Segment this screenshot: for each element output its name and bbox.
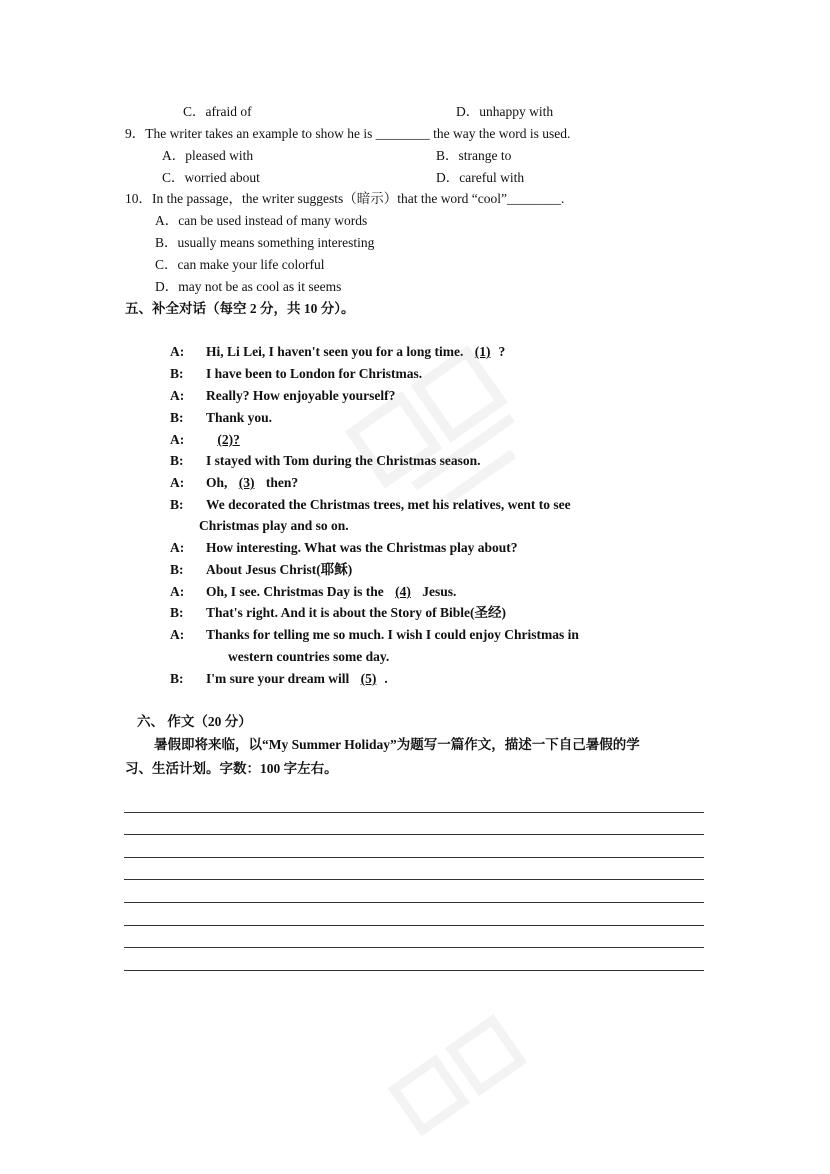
writing-line (124, 858, 704, 881)
q9-option-b: B．strange to (436, 148, 512, 163)
dialog-line (170, 452, 481, 470)
dialog-text: western countries some day. (228, 649, 390, 664)
speaker-label: A: (170, 432, 185, 447)
speaker-label: B: (170, 453, 184, 468)
dialog-line (170, 561, 352, 579)
speaker-label: A: (170, 344, 185, 359)
dialog-line (170, 539, 518, 557)
speaker-label: A: (170, 627, 185, 642)
q9-option-c: C．worried about (162, 170, 260, 185)
dialog-text: That's right. And it is about the Story of Bible(圣经) (206, 605, 507, 620)
dialog-text: We decorated the Christmas trees, met his relatives, went to see (206, 497, 571, 512)
speaker-label: B: (170, 366, 184, 381)
dialog-line (170, 626, 579, 644)
q10-option-d: D．may not be as cool as it seems (155, 279, 342, 294)
speaker-label: A: (170, 388, 185, 403)
speaker-label: A: (170, 540, 185, 555)
writing-line (124, 903, 704, 926)
answer-blank[interactable]: (4) (395, 584, 411, 599)
dialog-text: Thank you. (206, 410, 273, 425)
dialog-text: Hi, Li Lei, I haven't seen you for a long time. (206, 344, 464, 359)
dialog-line (170, 583, 456, 601)
dialog-line (170, 431, 248, 449)
q9-option-a: A．pleased with (162, 148, 254, 163)
q10-stem: 10．In the passage，the writer suggests（暗示）that the word “cool”________. (125, 191, 565, 206)
answer-blank[interactable]: (2)? (217, 432, 240, 447)
dialog-line (170, 409, 272, 427)
dialog-line (199, 517, 349, 535)
q10-option-a: A．can be used instead of many words (155, 213, 368, 228)
essay-prompt-line2: 习、生活计划。字数：100 字左右。 (125, 761, 338, 776)
writing-line (124, 948, 704, 971)
q10-option-b: B．usually means something interesting (155, 235, 375, 250)
essay-prompt-line1: 暑假即将来临，以“My Summer Holiday”为题写一篇作文，描述一下自己暑假的学 (154, 737, 640, 752)
speaker-label: B: (170, 671, 184, 686)
writing-line (124, 880, 704, 903)
speaker-label: B: (170, 410, 184, 425)
dialog-text: Thanks for telling me so much. I wish I could enjoy Christmas in (206, 627, 579, 642)
q10-option-c: C．can make your life colorful (155, 257, 325, 272)
q9-stem: 9．The writer takes an example to show he is ________ the way the word is used. (125, 126, 571, 141)
q8-option-d: D．unhappy with (456, 104, 554, 119)
dialog-line (170, 365, 422, 383)
dialog-text: I stayed with Tom during the Christmas season. (206, 453, 481, 468)
dialog-line (170, 670, 388, 688)
answer-blank[interactable]: (5) (360, 671, 377, 686)
section5-heading: 五、补全对话（每空 2 分，共 10 分）。 (125, 301, 355, 316)
dialog-text: Oh, (206, 475, 228, 490)
speaker-label: A: (170, 475, 185, 490)
watermark-logo-icon (330, 300, 590, 560)
dialog-line (170, 496, 571, 514)
dialog-text: ? (498, 344, 506, 359)
dialog-line (170, 387, 395, 405)
dialog-text: Really? How enjoyable yourself? (206, 388, 396, 403)
watermark-logo-icon (380, 1010, 580, 1170)
writing-line (124, 926, 704, 949)
dialog-text: Oh, I see. Christmas Day is the (206, 584, 384, 599)
section6-heading: 六、 作文（20 分） (137, 714, 252, 729)
dialog-text: About Jesus Christ(耶稣) (206, 562, 353, 577)
dialog-text: I have been to London for Christmas. (206, 366, 423, 381)
dialog-text: I'm sure your dream will (206, 671, 350, 686)
writing-line (124, 835, 704, 858)
speaker-label: B: (170, 497, 184, 512)
dialog-text: Christmas play and so on. (199, 518, 349, 533)
writing-line (124, 813, 704, 836)
writing-line (124, 790, 704, 813)
dialog-line (170, 604, 506, 622)
speaker-label: B: (170, 562, 184, 577)
dialog-text: . (384, 671, 388, 686)
dialog-line (170, 474, 298, 492)
speaker-label: B: (170, 605, 184, 620)
dialog-text: then? (265, 475, 299, 490)
dialog-line (170, 343, 505, 361)
dialog-text: Jesus. (422, 584, 457, 599)
q8-option-c: C．afraid of (183, 104, 252, 119)
dialog-text: How interesting. What was the Christmas play about? (206, 540, 518, 555)
dialog-line (228, 648, 389, 666)
answer-blank[interactable]: (3) (238, 475, 255, 490)
writing-area[interactable] (124, 790, 704, 971)
answer-blank[interactable]: (1) (474, 344, 491, 359)
speaker-label: A: (170, 584, 185, 599)
q9-option-d: D．careful with (436, 170, 525, 185)
